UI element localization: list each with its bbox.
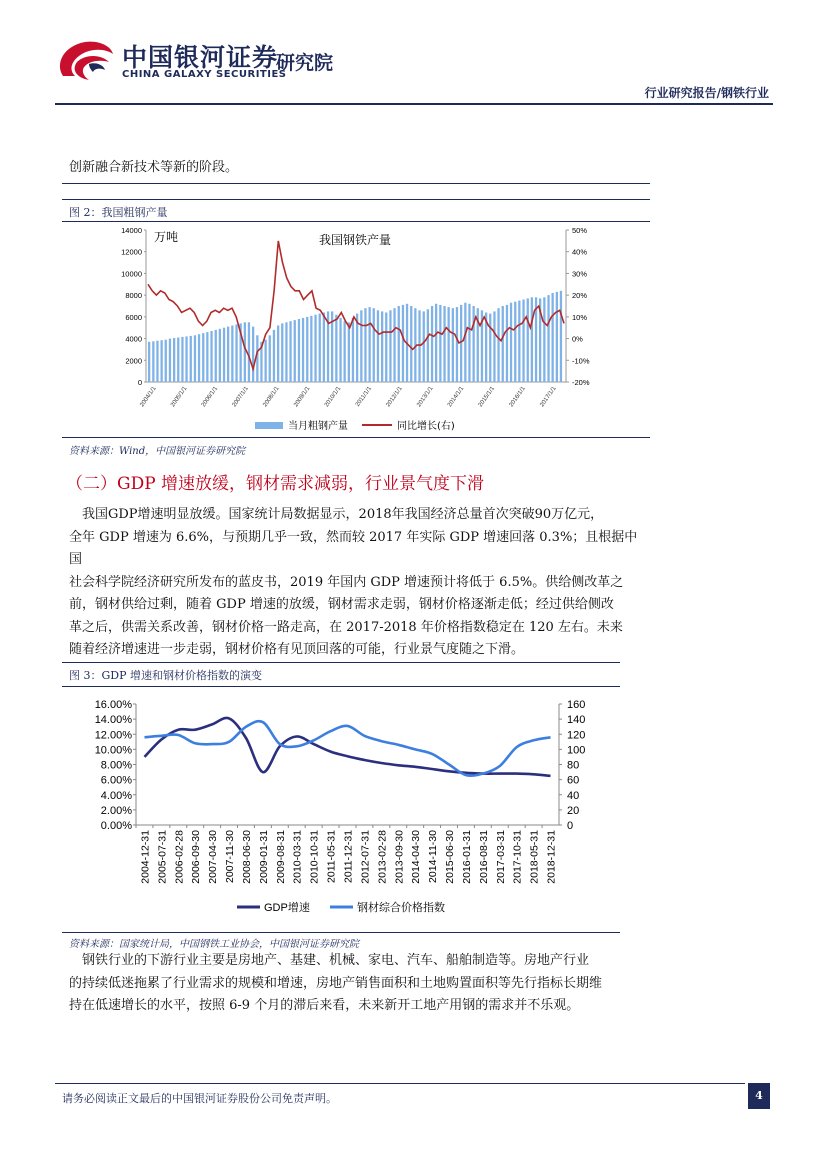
output-bar [468,304,470,382]
fig3-x-label: 2014-04-30 [410,830,423,884]
paragraph-1 [69,504,639,662]
output-bar [556,292,558,382]
para2-line-3: 持在低速增长的水平，按照 6-9 个月的滞后来看，未来新开工地产用钢的需求并不乐观。 [69,998,580,1013]
fig3-x-label: 2016-08-31 [477,830,490,884]
fig2-x-label: 2013/1/1 [416,385,435,409]
fig2-left-tick: 0 [137,378,142,387]
fig3-left-tick: 4.00% [100,789,132,802]
fig3-left-tick: 2.00% [100,804,132,817]
fig2-right-tick: 10% [572,312,588,322]
fig3-x-label: 2017-03-31 [494,830,507,884]
output-bar [373,308,375,382]
fig2-x-label: 2012/1/1 [385,385,404,409]
output-bar [369,307,371,382]
output-bar [148,342,150,382]
fig2-x-label: 2006/1/1 [200,385,220,409]
output-bar [215,330,217,382]
fig3-right-tick: 140 [567,714,586,727]
fig3-right-tick: 60 [567,774,580,787]
output-bar [169,339,171,382]
fig3-x-label: 2015-06-30 [444,830,457,884]
fig2-chart-title: 我国钢铁产量 [318,233,392,247]
output-bar [510,303,512,382]
output-bar [294,320,296,382]
output-bar [364,308,366,382]
output-bar [314,315,316,382]
output-bar [227,327,229,382]
fig2-left-tick: 12000 [121,247,142,257]
output-bar [256,335,258,382]
output-bar [431,306,433,382]
legend-bar-swatch [255,422,283,429]
fig2-right-tick: -20% [572,378,590,387]
fig3-x-label: 2011-05-31 [325,830,338,883]
fig2-x-label: 2016/1/1 [508,385,527,409]
fig3-x-label: 2007-11-30 [224,830,237,883]
fig3-x-label: 2004-12-31 [139,830,152,884]
output-bar [518,301,520,382]
fig2-right-tick: 30% [572,269,588,279]
section-heading: （二）GDP 增速放缓，钢材需求减弱，行业景气度下滑 [66,474,485,494]
fig3-right-tick: 100 [567,744,586,757]
intro-text: 创新融合新技术等新的阶段。 [69,160,239,175]
fig2-left-tick: 8000 [125,291,142,301]
fig3-x-label: 2016-01-31 [460,830,473,884]
fig2-top-rule [62,199,650,200]
fig3-left-tick: 10.00% [94,744,132,757]
output-bar [335,315,337,382]
output-bar [152,341,154,382]
output-bar [398,306,400,382]
fig3-left-tick: 6.00% [100,774,132,787]
intro-rule [62,183,650,184]
output-bar [456,307,458,382]
fig2-right-tick: 0% [572,334,583,344]
para2-line-1: 钢铁行业的下游行业主要是房地产、基建、机械、家电、汽车、船舶制造等。房地产行业 [82,953,590,968]
output-bar [423,311,425,382]
fig2-left-tick: 10000 [121,269,142,279]
output-bar [244,322,246,382]
output-bar [389,310,391,382]
output-bar [181,337,183,382]
fig2-caption: 图 2：我国粗钢产量 [69,206,168,219]
report-type: 行业研究报告/钢铁行业 [644,86,769,100]
fig3-x-label: 2010-03-31 [291,830,304,884]
fig2-left-tick: 6000 [125,312,142,322]
fig3-x-label: 2011-12-31 [342,830,355,883]
fig2-bottom-rule [62,437,650,438]
fig2-x-label: 2015/1/1 [477,385,497,409]
output-bar [219,329,221,382]
output-bar [306,317,308,382]
output-bar [231,326,233,383]
fig3-x-label: 2017-10-31 [511,830,524,884]
para2-line-2: 的持续低迷拖累了行业需求的规模和增速，房地产销售面积和土地购置面积等先行指标长期维 [69,975,603,991]
para1-line-6: 随着经济增速进一步走弱，钢材价格有见顶回落的可能，行业景气度随之下滑。 [69,642,525,657]
output-bar [393,308,395,382]
output-bar [531,297,533,382]
output-bar [435,304,437,382]
fig3-x-label: 2013-09-30 [393,830,406,884]
output-bar [273,330,275,382]
fig2-x-label: 2014/1/1 [447,385,466,409]
output-bar [360,310,362,382]
output-bar [206,332,208,382]
output-bar [252,327,254,382]
output-bar [402,305,404,382]
output-bar [473,306,475,382]
institute-name: 研究院 [276,52,334,74]
output-bar [377,310,379,382]
fig3-x-label: 2018-12-31 [545,830,558,884]
output-bar [302,318,304,382]
output-bar [452,308,454,382]
company-name-cn: 中国银河证券 [122,43,279,72]
output-bar [460,305,462,382]
output-bar [489,314,491,382]
para1-line-2: 全年 GDP 增速为 6.6%，与预期几乎一致，然而较 2017 年实际 GDP 增速回落 0.3%；且根据中国 [69,529,638,567]
fig3-x-label: 2013-02-28 [376,830,389,884]
fig3-right-tick: 20 [567,804,580,817]
header-rule [55,103,773,105]
output-bar [177,338,179,383]
fig3-caption: 图 3：GDP 增速和钢材价格指数的演变 [69,669,262,682]
output-bar [194,335,196,382]
output-bar [502,306,504,382]
output-bar [344,321,346,382]
output-bar [527,298,529,382]
fig3-x-label: 2012-07-31 [359,830,372,884]
output-bar [443,306,445,382]
footer-disclaimer: 请务必阅读正文最后的中国银河证券股份公司免责声明。 [62,1092,337,1105]
fig3-right-tick: 160 [567,699,586,711]
steel-price-index-line [145,721,551,776]
output-bar [543,297,545,382]
fig2-right-tick: -10% [572,356,590,366]
fig3-left-tick: 0.00% [100,820,132,832]
steel-output-chart [100,222,620,436]
legend-line-label: 同比增长(右) [397,421,455,432]
output-bar [381,311,383,382]
output-bar [514,302,516,382]
output-bar [190,336,192,382]
output-bar [310,316,312,382]
fig3-source: 资料来源：国家统计局，中国钢铁工业协会，中国银河证券研究院 [69,939,359,950]
company-name-en: CHINA GALAXY SECURITIES [122,69,287,80]
fig3-x-label: 2006-09-30 [190,830,203,884]
para1-line-4: 前，钢材供给过剩，随着 GDP 增速的放缓，钢材需求走弱，钢材价格逐渐走低；经过供给侧改 [69,597,614,612]
output-bar [210,331,212,382]
output-bar [165,340,167,382]
fig2-right-tick: 20% [572,291,588,301]
output-bar [319,314,321,382]
fig3-x-label: 2005-07-31 [156,830,169,884]
fig3-bottom-rule [62,932,620,933]
output-bar [248,322,250,382]
fig2-left-tick: 4000 [125,334,142,344]
fig3-left-tick: 16.00% [94,699,132,711]
output-bar [198,334,200,382]
fig3-x-label: 2007-04-30 [207,830,220,884]
output-bar [289,321,291,382]
fig2-x-label: 2011/1/1 [354,385,374,408]
fig2-right-tick: 40% [572,247,588,257]
fig2-source: 资料来源：Wind，中国银河证券研究院 [69,446,246,457]
output-bar [185,336,187,382]
fig3-x-label: 2009-08-31 [274,830,287,884]
fig3-left-tick: 8.00% [100,759,132,772]
fig3-x-label: 2010-10-31 [308,830,321,884]
fig3-x-label: 2018-05-31 [528,830,541,884]
fig3-right-tick: 120 [567,729,586,742]
output-bar [552,293,554,382]
fig3-x-label: 2014-11-30 [427,830,440,883]
fig3-left-tick: 14.00% [94,714,132,727]
para1-line-3: 社会科学院经济研究所发布的蓝皮书，2019 年国内 GDP 增速预计将低于 6.5%。供给侧改革之 [69,574,624,590]
page-number: 4 [748,1083,770,1109]
output-bar [560,291,562,382]
fig2-right-tick: 50% [572,226,588,235]
output-bar [506,305,508,382]
output-bar [223,328,225,382]
output-bar [448,307,450,382]
fig2-x-label: 2010/1/1 [323,385,343,409]
paragraph-2 [69,950,639,1018]
output-bar [339,318,341,382]
fig3-right-tick: 0 [567,820,574,832]
fig3-right-tick: 80 [567,759,580,772]
output-bar [410,306,412,382]
fig3-x-label: 2006-02-28 [173,830,186,884]
fig2-x-label: 2005/1/1 [170,385,189,409]
fig3-top-rule [62,662,620,663]
output-bar [281,323,283,382]
output-bar [202,333,204,382]
fig3-caption-rule [62,686,620,687]
output-bar [547,295,549,382]
para1-line-1: 我国GDP增速明显放缓。国家统计局数据显示，2018年我国经济总量首次突破90万亿元， [82,507,604,522]
fig2-left-tick: 2000 [125,356,142,366]
legend-gdp-label: GDP增速 [264,902,310,914]
legend-price-label: 钢材综合价格指数 [357,902,445,914]
fig2-x-label: 2008/1/1 [262,385,281,409]
fig2-x-label: 2009/1/1 [293,385,312,409]
fig2-x-label: 2007/1/1 [231,385,250,409]
output-bar [161,340,163,382]
fig2-x-label: 2004/1/1 [139,385,158,409]
output-bar [464,303,466,382]
output-bar [427,309,429,382]
output-bar [265,340,267,382]
output-bar [497,308,499,382]
output-bar [352,318,354,382]
output-bar [173,338,175,382]
para1-line-5: 革之后，供需关系改善，钢材价格一路走高，在 2017-2018 年价格指数稳定在 120 左右。未来 [69,619,623,635]
output-bar [418,310,420,382]
fig2-left-tick: 14000 [121,226,142,235]
output-bar [385,313,387,383]
output-bar [298,319,300,382]
output-bar [277,326,279,383]
output-bar [323,313,325,383]
output-bar [493,311,495,382]
legend-bar-label: 当月粗钢产量 [288,421,348,432]
fig2-x-label: 2017/1/1 [539,385,558,409]
output-bar [235,325,237,383]
output-bar [522,300,524,383]
output-bar [348,322,350,382]
output-bar [269,335,271,382]
fig3-x-label: 2009-01-31 [257,830,270,884]
output-bar [156,341,158,382]
fig3-x-label: 2008-06-30 [240,830,253,884]
output-bar [285,322,287,382]
fig3-left-tick: 12.00% [94,729,132,742]
fig3-right-tick: 40 [567,789,580,802]
fig2-unit-label: 万吨 [154,230,179,244]
output-bar [439,305,441,382]
company-logo-mark [55,36,117,84]
gdp-steel-price-chart [62,690,622,930]
footer-rule [55,1083,745,1084]
